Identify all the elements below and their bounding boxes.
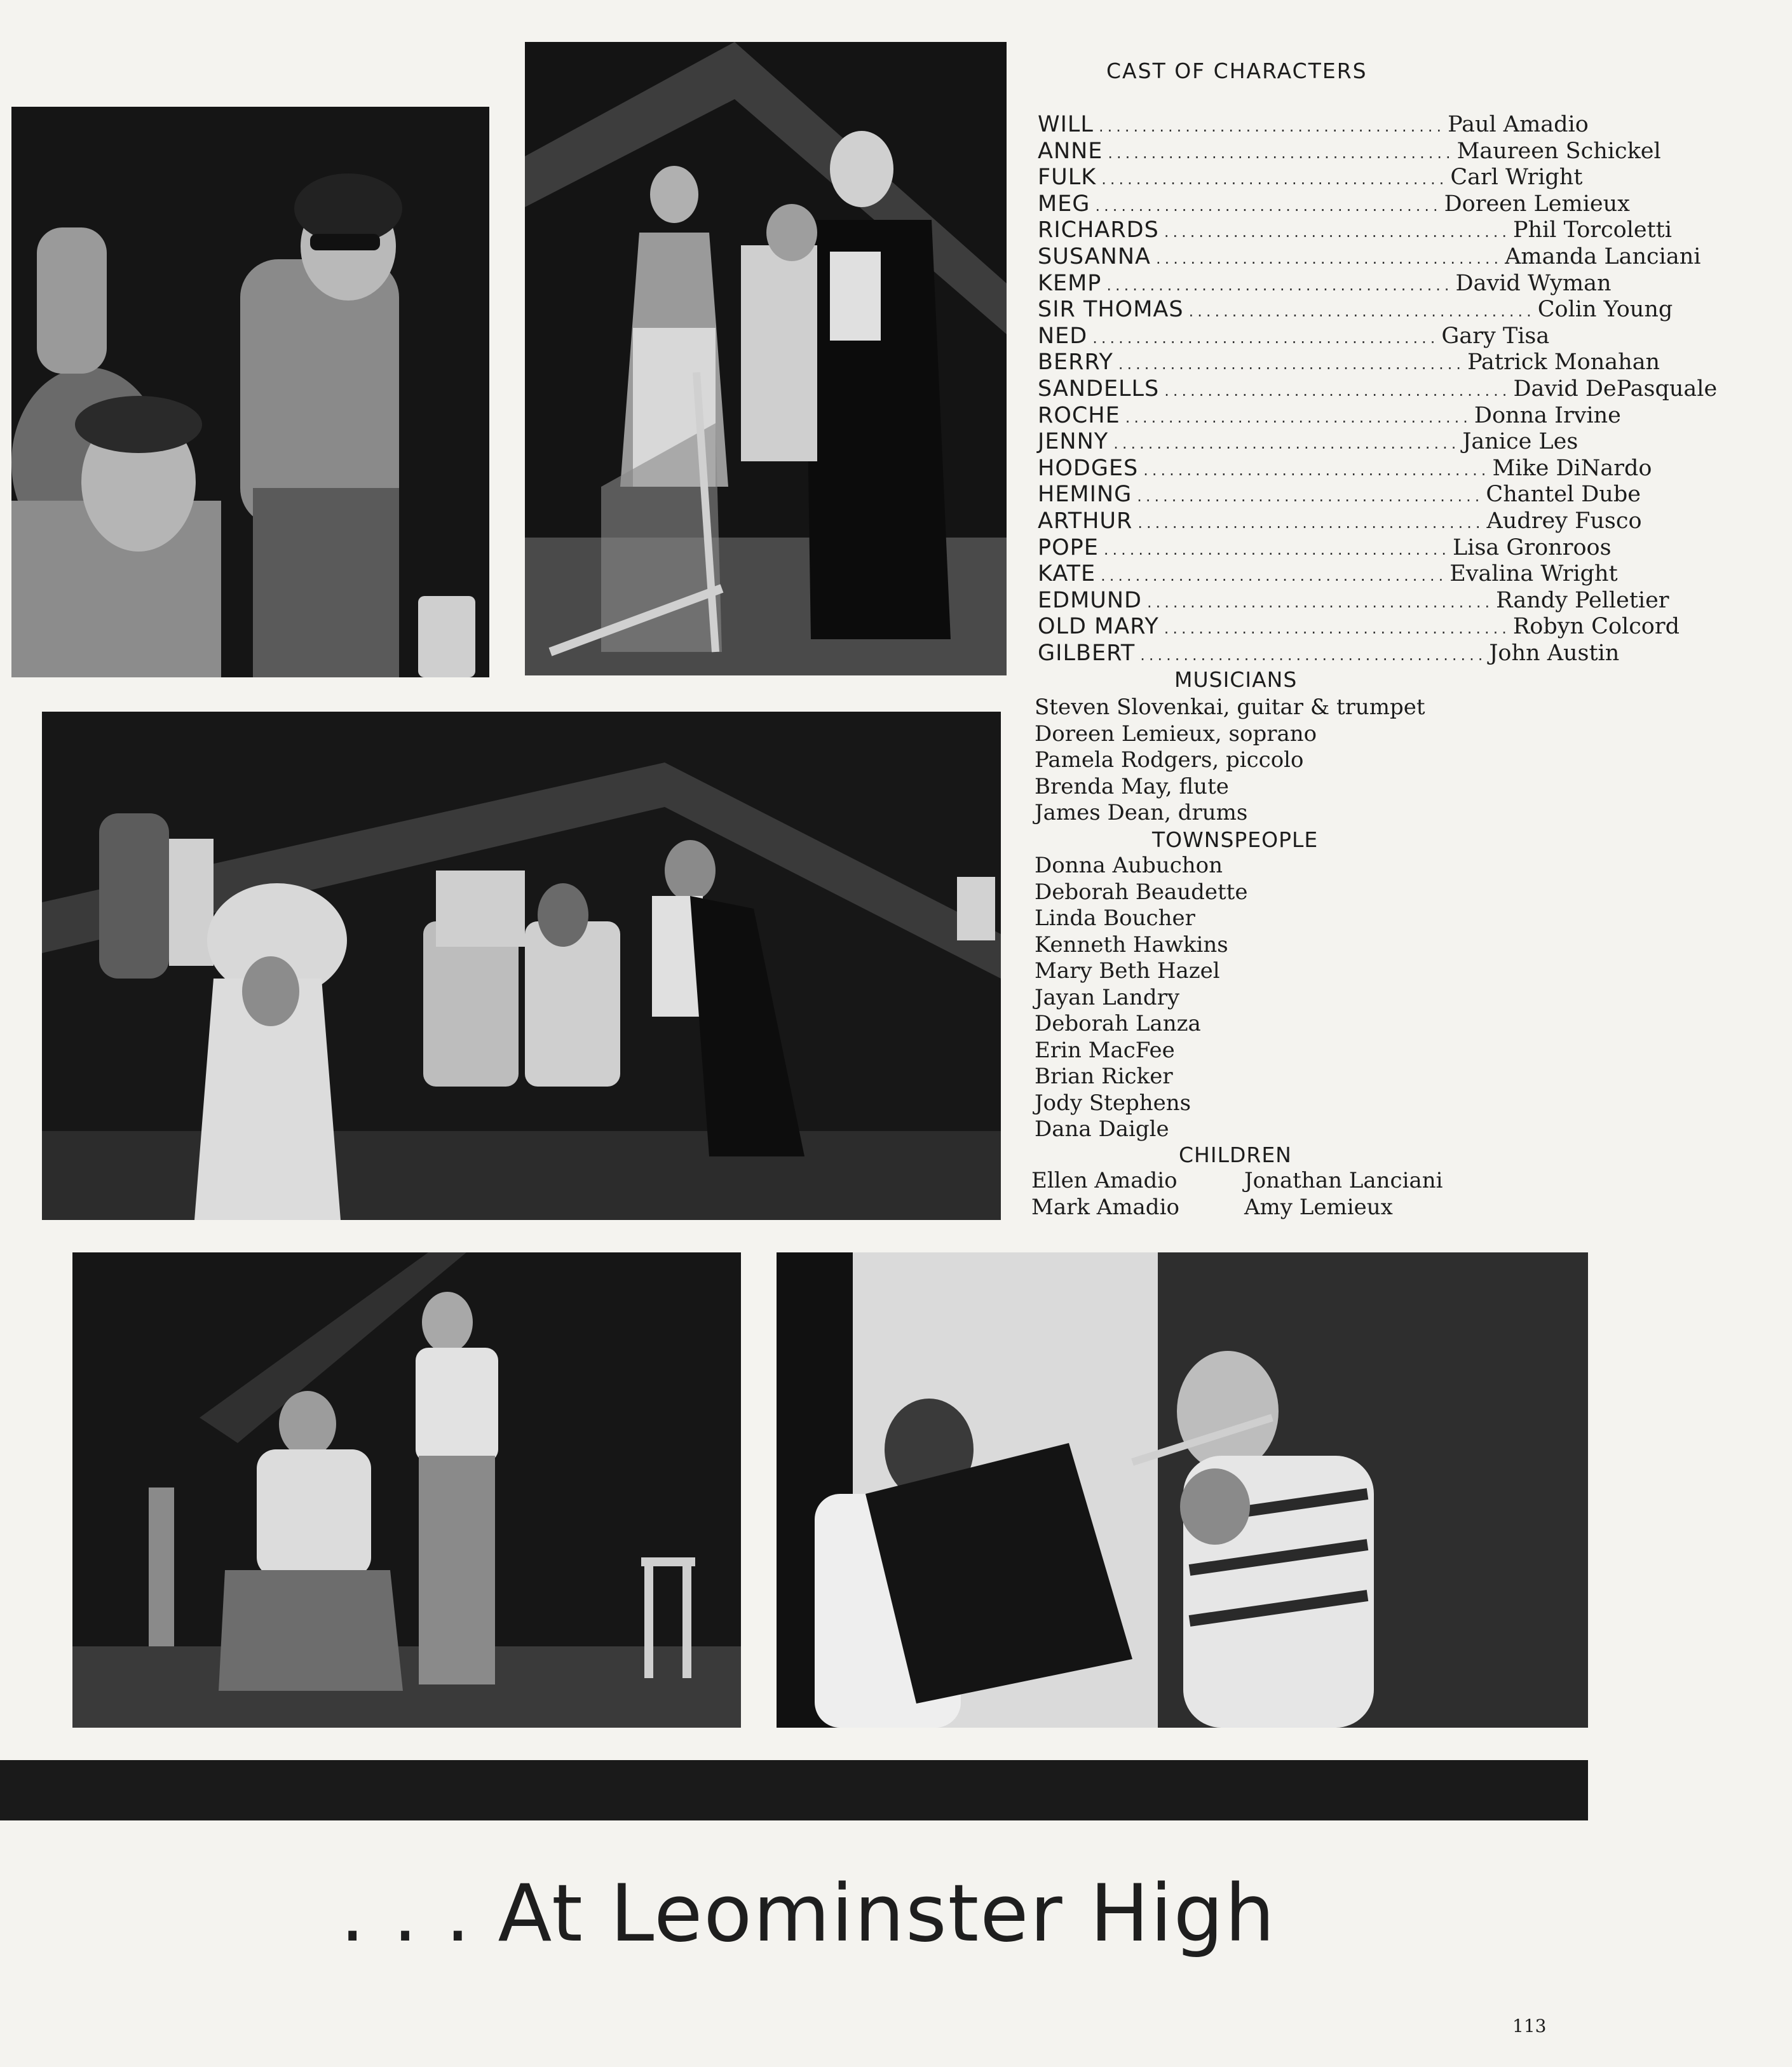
cast-row: [1038, 640, 1620, 667]
actor-name: Paul Amadio: [1448, 112, 1589, 137]
actor-name: David Wyman: [1455, 270, 1612, 296]
leader-dots: ........................................: [1137, 513, 1484, 532]
leader-dots: ........................................: [1118, 355, 1465, 374]
leader-dots: ........................................: [1164, 620, 1510, 638]
actor-name: Audrey Fusco: [1486, 508, 1642, 534]
role-name: JENNY: [1038, 429, 1109, 455]
list-item: Mary Beth Hazel: [1035, 958, 1220, 984]
actor-name: Lisa Gronroos: [1453, 534, 1612, 560]
role-name: EDMUND: [1038, 587, 1143, 613]
cast-row: [1038, 217, 1672, 244]
cast-row: [1038, 297, 1673, 323]
cast-of-characters-heading: CAST OF CHARACTERS: [1106, 58, 1368, 83]
list-item: Jayan Landry: [1035, 984, 1180, 1010]
townspeople-heading: TOWNSPEOPLE: [1152, 827, 1319, 852]
leader-dots: ........................................: [1147, 593, 1494, 611]
list-item: Steven Slovenkai, guitar & trumpet: [1035, 695, 1425, 720]
actor-name: Carl Wright: [1450, 165, 1583, 191]
photo-group-on-stage: [42, 712, 1001, 1220]
cast-row: [1038, 402, 1621, 430]
list-item: Donna Aubuchon: [1035, 853, 1223, 878]
role-name: ARTHUR: [1038, 508, 1133, 534]
list-item: Erin MacFee: [1035, 1037, 1175, 1063]
cast-row: [1038, 243, 1701, 271]
leader-dots: ........................................: [1164, 381, 1511, 400]
actor-name: John Austin: [1489, 640, 1620, 666]
cast-row: [1038, 112, 1589, 139]
actor-name: Janice Les: [1462, 429, 1578, 455]
list-item: Amy Lemieux: [1244, 1194, 1393, 1220]
role-name: HEMING: [1038, 482, 1132, 508]
leader-dots: ........................................: [1101, 170, 1448, 189]
leader-dots: ........................................: [1103, 540, 1451, 559]
actor-name: Chantel Dube: [1486, 482, 1641, 508]
cast-list: [1038, 112, 1718, 667]
cast-row: [1038, 138, 1661, 165]
cast-row: [1038, 349, 1660, 376]
actor-name: Randy Pelletier: [1496, 587, 1669, 613]
cast-row: [1038, 455, 1652, 482]
cast-row: [1038, 534, 1612, 562]
actor-name: Maureen Schickel: [1456, 138, 1661, 164]
cast-row: [1038, 191, 1630, 218]
cast-row: [1038, 165, 1583, 191]
role-name: POPE: [1038, 534, 1099, 560]
list-item: Deborah Lanza: [1035, 1011, 1201, 1036]
role-name: OLD MARY: [1038, 614, 1159, 640]
role-name: KEMP: [1038, 270, 1102, 296]
townspeople-list: [1035, 853, 1247, 1143]
page-headline: . . . At Leominster High: [340, 1868, 1276, 1960]
leader-dots: ........................................: [1188, 302, 1535, 321]
list-item: Jonathan Lanciani: [1244, 1168, 1443, 1193]
cast-row: [1038, 376, 1718, 403]
actor-name: Evalina Wright: [1449, 561, 1618, 587]
photo-stage-chair-scene: [525, 42, 1007, 675]
black-divider-band: [0, 1760, 1588, 1820]
list-item: Pamela Rodgers, piccolo: [1035, 747, 1304, 773]
role-name: RICHARDS: [1038, 217, 1159, 243]
cast-row: [1038, 270, 1612, 297]
role-name: HODGES: [1038, 455, 1139, 481]
actor-name: Gary Tisa: [1441, 323, 1550, 349]
actor-name: Donna Irvine: [1474, 402, 1621, 428]
cast-row: [1038, 508, 1642, 535]
page-number: 113: [1512, 2016, 1547, 2037]
leader-dots: ........................................: [1125, 408, 1472, 426]
list-item: Mark Amadio: [1031, 1194, 1179, 1220]
photo-two-women-on-stage: [72, 1252, 741, 1728]
leader-dots: ........................................: [1108, 144, 1455, 162]
role-name: SANDELLS: [1038, 376, 1160, 402]
photo-musicians: [777, 1252, 1588, 1728]
list-item: James Dean, drums: [1035, 800, 1248, 825]
cast-row: [1038, 614, 1680, 640]
leader-dots: ........................................: [1155, 249, 1503, 268]
role-name: NED: [1038, 323, 1088, 349]
actor-name: Mike DiNardo: [1492, 455, 1652, 481]
children-list: [1031, 1168, 1454, 1221]
actor-name: Patrick Monahan: [1467, 349, 1660, 376]
cast-row: [1038, 429, 1578, 456]
leader-dots: ........................................: [1101, 567, 1448, 585]
cast-row: [1038, 482, 1641, 508]
role-name: KATE: [1038, 561, 1096, 587]
leader-dots: ........................................: [1092, 329, 1439, 347]
actor-name: Doreen Lemieux: [1444, 191, 1630, 217]
children-heading: CHILDREN: [1179, 1142, 1292, 1167]
role-name: SUSANNA: [1038, 243, 1151, 269]
leader-dots: ........................................: [1164, 223, 1510, 241]
role-name: ANNE: [1038, 138, 1103, 164]
role-name: FULK: [1038, 165, 1097, 191]
role-name: GILBERT: [1038, 640, 1136, 666]
role-name: ROCHE: [1038, 402, 1120, 428]
leader-dots: ........................................: [1098, 118, 1446, 135]
list-item: Linda Boucher: [1035, 905, 1195, 931]
actor-name: Phil Torcoletti: [1512, 217, 1672, 243]
leader-dots: ........................................: [1113, 435, 1460, 453]
list-item: Brian Ricker: [1035, 1064, 1173, 1089]
musicians-list: [1035, 695, 1425, 827]
photo-makeup-backstage: [11, 107, 489, 677]
actor-name: Amanda Lanciani: [1505, 243, 1701, 269]
musicians-heading: MUSICIANS: [1174, 667, 1298, 692]
leader-dots: ........................................: [1095, 196, 1442, 215]
actor-name: David DePasquale: [1513, 376, 1718, 402]
list-item: Deborah Beaudette: [1035, 879, 1248, 905]
leader-dots: ........................................: [1137, 487, 1484, 506]
list-item: Jody Stephens: [1035, 1090, 1191, 1116]
cast-row: [1038, 561, 1618, 588]
cast-row: [1038, 587, 1669, 614]
actor-name: Colin Young: [1537, 297, 1673, 323]
list-item: Kenneth Hawkins: [1035, 932, 1228, 958]
leader-dots: ........................................: [1140, 646, 1487, 664]
role-name: BERRY: [1038, 349, 1113, 376]
list-item: Brenda May, flute: [1035, 773, 1229, 799]
list-item: Ellen Amadio: [1031, 1168, 1178, 1193]
role-name: WILL: [1038, 112, 1094, 137]
actor-name: Robyn Colcord: [1512, 614, 1680, 640]
role-name: MEG: [1038, 191, 1090, 217]
cast-row: [1038, 323, 1552, 350]
leader-dots: ........................................: [1143, 461, 1490, 479]
list-item: Dana Daigle: [1035, 1116, 1169, 1142]
role-name: SIR THOMAS: [1038, 297, 1184, 323]
leader-dots: ........................................: [1106, 276, 1453, 294]
list-item: Doreen Lemieux, soprano: [1035, 721, 1317, 747]
